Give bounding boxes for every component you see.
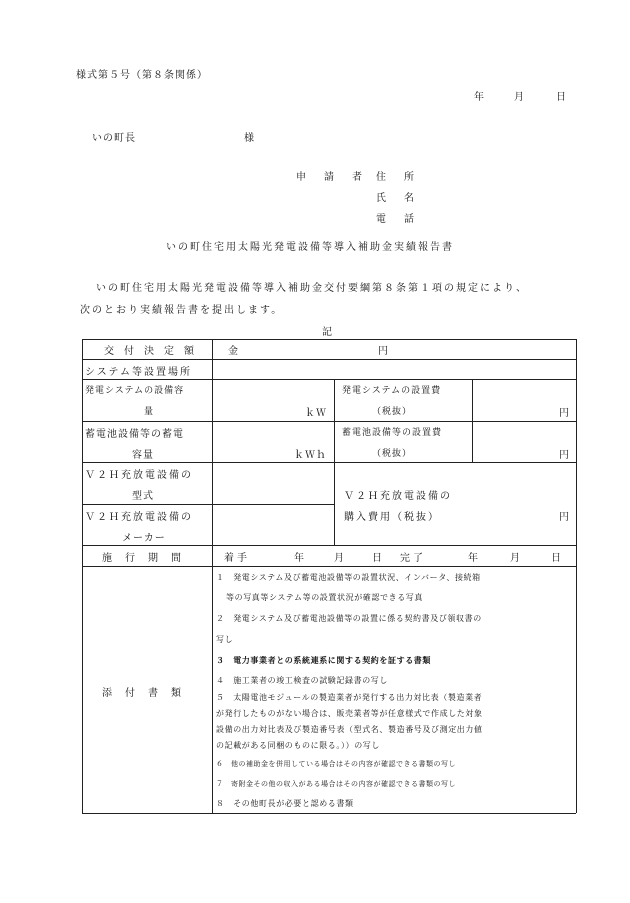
attachment-line: 等の写真等システム等の設置状況が確認できる写真: [226, 593, 423, 602]
batt-cost-label-2: （税抜）: [372, 449, 413, 459]
gen-cost-label-2: （税抜）: [372, 407, 413, 417]
period-label: 施行期間: [102, 553, 194, 564]
attachment-line: が発行したものがない場合は、販売業者等が任意様式で作成した対象: [216, 709, 483, 718]
period-start-month: 月: [334, 553, 345, 564]
attachment-line: 設備の出力対比表及び製造番号表（型式名、製造番号及び測定出力値: [216, 725, 483, 734]
body-text-line-1: いの町住宅用太陽光発電設備等導入補助金交付要綱第８条第１項の規定により、: [96, 283, 528, 294]
form-number: 様式第５号（第８条関係）: [76, 70, 208, 81]
attachment-line: 写し: [216, 635, 234, 644]
attachment-line: １ 発電システム及び蓄電池設備等の設置状況、インバータ、接続箱: [216, 573, 481, 582]
grant-amount-prefix: 金: [228, 346, 239, 357]
gen-capacity-unit: ｋＷ: [305, 408, 327, 419]
period-end-day: 日: [551, 553, 562, 564]
batt-capacity-unit: ｋＷｈ: [294, 450, 327, 461]
applicant-phone-label: 電 話: [376, 214, 418, 225]
period-end-month: 月: [510, 553, 521, 564]
date-year: 年: [474, 92, 485, 103]
grant-amount-unit: 円: [378, 346, 389, 357]
batt-capacity-label-1: 蓄電池設備等の蓄電: [85, 429, 184, 440]
ki-heading: 記: [322, 327, 333, 338]
batt-cost-label-1: 蓄電池設備等の設置費: [342, 428, 443, 438]
addressee-name: いの町長: [92, 133, 136, 144]
attachment-line: ６ 他の補助金を併用している場合はその内容が確認できる書類の写し: [216, 760, 456, 768]
v2h-model-label-1: Ｖ２Ｈ充放電設備の: [85, 470, 193, 481]
applicant-address-label: 住 所: [376, 172, 418, 183]
gen-capacity-label-1: 発電システムの設備容: [85, 386, 185, 396]
attachment-line: の記載がある同梱のものに限る。））の写し: [216, 741, 380, 750]
v2h-cost-label-2: 購入費用（税抜）: [344, 512, 440, 523]
period-start-year: 年: [294, 553, 305, 564]
grant-amount-label: 交付決定額: [104, 346, 204, 357]
date-month: 月: [514, 92, 525, 103]
v2h-cost-label-1: Ｖ２Ｈ充放電設備の: [344, 491, 452, 502]
document-title: いの町住宅用太陽光発電設備等導入補助金実績報告書: [166, 242, 454, 253]
attachment-line: ７ 寄附金その他の収入がある場合はその内容が確認できる書類の写し: [216, 780, 456, 788]
install-location-label: システム等設置場所: [85, 367, 192, 378]
gen-cost-unit: 円: [559, 408, 570, 419]
attachment-line: ８ その他町長が必要と認める書類: [216, 799, 354, 808]
body-text-line-2: 次のとおり実績報告書を提出します。: [80, 305, 284, 316]
period-end: 完了: [400, 553, 426, 564]
applicant-label: 申 請 者: [296, 172, 366, 183]
v2h-model-label-2: 型式: [132, 491, 154, 502]
attachments-label: 添付書類: [102, 688, 194, 699]
v2h-maker-label-2: メーカー: [122, 533, 166, 544]
period-end-year: 年: [468, 553, 479, 564]
attachment-line: ４ 施工業者の竣工検査の試験記録書の写し: [216, 676, 388, 685]
attachment-line: ３ 電力事業者との系統連系に関する契約を証する書類: [216, 655, 431, 665]
addressee-honorific: 様: [244, 133, 255, 144]
gen-capacity-label-2: 量: [144, 407, 155, 417]
attachment-line: ２ 発電システム及び蓄電池設備等の設置に係る契約書及び領収書の: [216, 614, 482, 623]
date-day: 日: [556, 92, 567, 103]
batt-cost-unit: 円: [559, 450, 570, 461]
period-start: 着手: [224, 553, 250, 564]
period-start-day: 日: [372, 553, 383, 564]
v2h-maker-label-1: Ｖ２Ｈ充放電設備の: [85, 512, 193, 523]
applicant-name-label: 氏 名: [376, 193, 418, 204]
gen-cost-label-1: 発電システムの設置費: [342, 386, 442, 396]
v2h-cost-unit: 円: [559, 512, 570, 523]
batt-capacity-label-2: 容量: [132, 450, 154, 461]
attachment-line: ５ 太陽電池モジュールの製造業者が発行する出力対比表（製造業者: [216, 693, 483, 702]
